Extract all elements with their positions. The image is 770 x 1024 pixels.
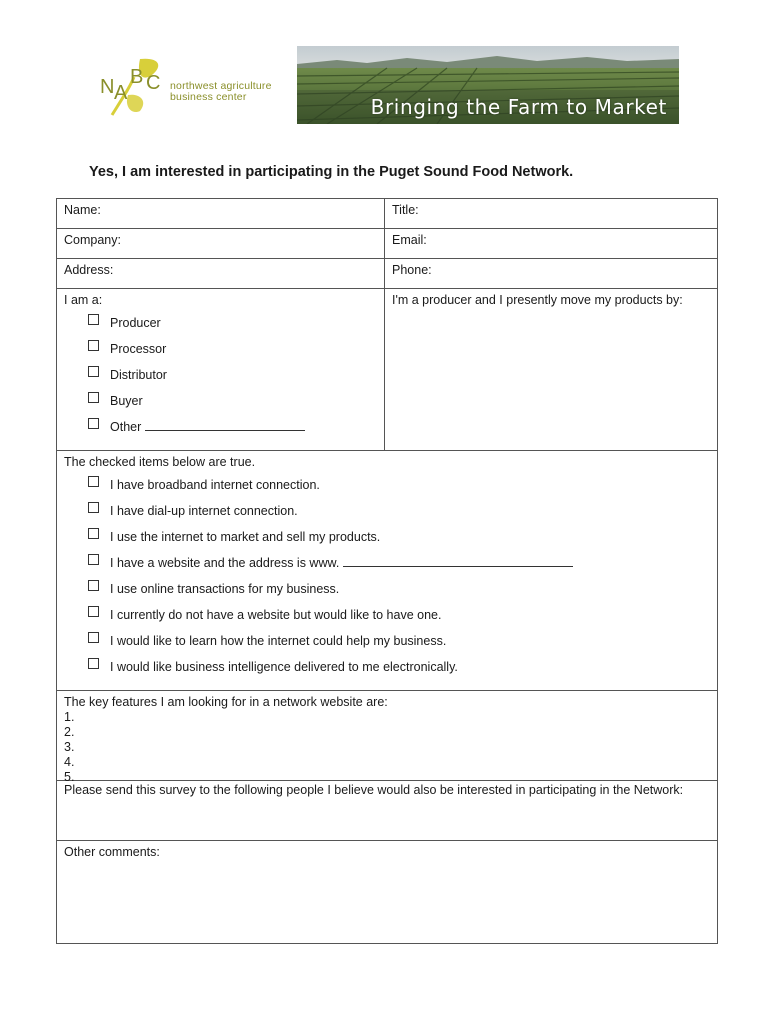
- checkbox[interactable]: [88, 476, 99, 487]
- role-option-label: Other: [110, 420, 305, 434]
- name-label: Name:: [64, 203, 101, 217]
- banner-tagline: Bringing the Farm to Market: [370, 95, 667, 119]
- logo-text: [170, 81, 272, 103]
- company-field[interactable]: [57, 229, 385, 258]
- check-item-label: I have dial-up internet connection.: [110, 504, 298, 518]
- checked-items-row: [57, 451, 717, 691]
- producer-move-label: I'm a producer and I presently move my products by:: [392, 293, 683, 307]
- address-phone-row: [57, 259, 717, 289]
- key-features-list: [64, 710, 74, 785]
- logo-line-1: northwest agriculture: [170, 80, 272, 92]
- check-item-label: I have broadband internet connection.: [110, 478, 320, 492]
- role-cell: [57, 289, 385, 450]
- svg-text:A: A: [114, 82, 128, 104]
- check-item-label: I use online transactions for my business.: [110, 582, 340, 596]
- check-item-label: I would like to learn how the internet could help my business.: [110, 634, 447, 648]
- title-field[interactable]: [385, 199, 717, 228]
- producer-move-cell[interactable]: [385, 289, 717, 450]
- nabc-logo: [100, 55, 290, 125]
- send-survey-row[interactable]: [57, 781, 717, 841]
- check-item-label: I use the internet to market and sell my products.: [110, 530, 381, 544]
- checkbox[interactable]: [88, 340, 99, 351]
- address-label: Address:: [64, 263, 114, 277]
- key-features-row[interactable]: [57, 691, 717, 784]
- checkbox[interactable]: [88, 418, 99, 429]
- checkbox[interactable]: [88, 606, 99, 617]
- key-features-label: The key features I am looking for in a network website are:: [64, 695, 388, 709]
- list-item: 2.: [64, 725, 75, 739]
- role-option-label: Buyer: [110, 394, 143, 408]
- email-label: Email:: [392, 233, 427, 247]
- list-item: 3.: [64, 740, 75, 754]
- check-item-label: I have a website and the address is www.: [110, 556, 573, 570]
- name-field[interactable]: [57, 199, 385, 228]
- list-item: 1.: [64, 710, 75, 724]
- checkbox[interactable]: [88, 392, 99, 403]
- check-item-label: I would like business intelligence delivered to me electronically.: [110, 660, 458, 674]
- address-field[interactable]: [57, 259, 385, 288]
- other-comments-row[interactable]: [57, 841, 717, 943]
- website-blank-line[interactable]: [343, 556, 573, 567]
- checkbox[interactable]: [88, 366, 99, 377]
- name-title-row: [57, 199, 717, 229]
- role-option-label: Producer: [110, 316, 161, 330]
- checked-items-label: The checked items below are true.: [64, 455, 256, 469]
- checkbox[interactable]: [88, 632, 99, 643]
- checkbox[interactable]: [88, 314, 99, 325]
- list-item: 4.: [64, 755, 75, 769]
- logo-line-2: business center: [170, 91, 247, 103]
- svg-text:B: B: [130, 66, 144, 88]
- phone-label: Phone:: [392, 263, 432, 277]
- send-survey-label: Please send this survey to the following people I believe would also be interested in participating in the Network:: [64, 783, 684, 797]
- list-item: 5.: [64, 770, 75, 784]
- role-option-label: Processor: [110, 342, 167, 356]
- phone-field[interactable]: [385, 259, 717, 288]
- role-row: [57, 289, 717, 451]
- email-field[interactable]: [385, 229, 717, 258]
- other-comments-label: Other comments:: [64, 845, 160, 859]
- title-label: Title:: [392, 203, 419, 217]
- role-label: I am a:: [64, 293, 103, 307]
- farm-banner: [297, 46, 679, 124]
- checkbox[interactable]: [88, 528, 99, 539]
- leaf-icon: [100, 55, 170, 125]
- svg-text:C: C: [146, 72, 161, 94]
- checkbox[interactable]: [88, 658, 99, 669]
- survey-form: [56, 198, 718, 944]
- checkbox[interactable]: [88, 502, 99, 513]
- checkbox[interactable]: [88, 554, 99, 565]
- company-email-row: [57, 229, 717, 259]
- check-item-label: I currently do not have a website but would like to have one.: [110, 608, 442, 622]
- role-option-label: Distributor: [110, 368, 167, 382]
- svg-text:N: N: [100, 76, 115, 98]
- checkbox[interactable]: [88, 580, 99, 591]
- other-blank-line[interactable]: [145, 420, 305, 431]
- page-title: Yes, I am interested in participating in the Puget Sound Food Network.: [89, 164, 574, 180]
- company-label: Company:: [64, 233, 121, 247]
